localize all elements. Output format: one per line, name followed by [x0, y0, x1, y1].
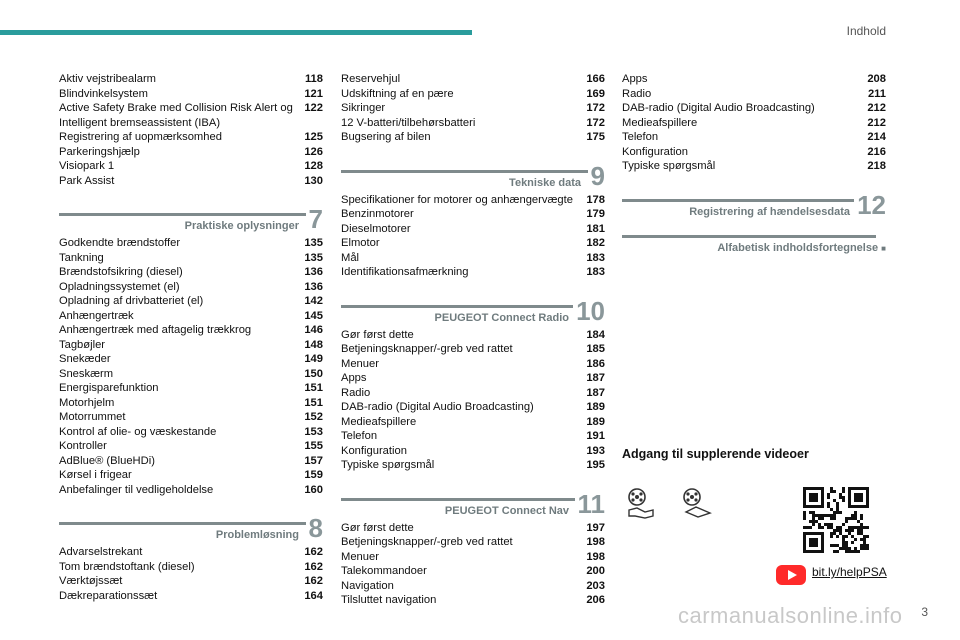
toc-entry[interactable] [341, 207, 605, 222]
toc-entry-title: Park Assist [59, 174, 115, 187]
toc-entry-page: 184 [586, 328, 605, 341]
toc-entry[interactable] [59, 468, 323, 483]
toc-entry-title: Tilsluttet navigation [341, 594, 437, 606]
toc-entry-title: Konfiguration [622, 145, 688, 158]
toc-entry-page: 186 [586, 357, 605, 370]
toc-entry-page: 145 [304, 309, 323, 322]
toc-entry-page: 159 [304, 469, 323, 481]
toc-entry-title: Reservehjul [341, 73, 401, 85]
section-label[interactable]: Problemløsning [215, 529, 299, 541]
toc-entry[interactable] [622, 116, 886, 131]
toc-entry-page: 136 [304, 280, 323, 293]
toc-entry-title: Gør først dette [341, 521, 414, 534]
toc-entry-page: 150 [304, 367, 323, 380]
toc-entry-title: Opladning af drivbatteriet (el) [59, 295, 204, 307]
toc-entry[interactable] [341, 193, 605, 208]
toc-entry[interactable] [341, 222, 605, 237]
toc-entry[interactable] [341, 521, 605, 536]
toc-list [622, 72, 886, 174]
toc-entry-page: 183 [586, 266, 605, 278]
toc-entry-page: 162 [304, 575, 323, 587]
toc-entry[interactable] [622, 130, 886, 145]
toc-entry-page: 160 [304, 483, 323, 496]
toc-entry[interactable] [341, 444, 605, 459]
toc-entry-title: Visiopark 1 [59, 160, 115, 172]
toc-entry-page: 189 [586, 401, 605, 413]
toc-entry[interactable] [622, 101, 886, 116]
toc-column-1 [59, 72, 323, 603]
toc-entry[interactable] [59, 251, 323, 266]
section-label[interactable]: PEUGEOT Connect Radio [434, 311, 569, 324]
toc-entry-page: 175 [586, 131, 605, 143]
toc-list [59, 545, 323, 603]
toc-entry-title: Registrering af uopmærksomhed [59, 131, 222, 143]
toc-entry-title: Specifikationer for motorer og anhængervægte [341, 193, 573, 206]
toc-entry-title: DAB-radio (Digital Audio Broadcasting) [622, 102, 815, 114]
toc-list [59, 236, 323, 497]
toc-entry-page: 155 [304, 440, 323, 452]
toc-entry-title: Betjeningsknapper/-greb ved rattet [341, 536, 513, 548]
toc-entry-title: Identifikationsafmærkning [341, 266, 469, 278]
toc-entry-title: Mål [341, 251, 360, 264]
toc-entry[interactable] [59, 367, 323, 382]
toc-entry-title: Snekæder [59, 353, 111, 365]
toc-entry[interactable] [341, 357, 605, 372]
header-accent-bar [0, 30, 472, 35]
toc-entry-title: Apps [341, 372, 367, 384]
videos-title: Adgang til supplerende videoer [622, 447, 809, 461]
toc-entry-page: 128 [304, 160, 323, 172]
toc-entry-title: Kontrol af olie- og væskestande [59, 425, 217, 438]
toc-entry-page: 125 [304, 131, 323, 143]
section-rule [341, 498, 575, 501]
index-bullet: ■ [881, 243, 886, 253]
toc-entry-page: 178 [586, 193, 605, 206]
toc-entry[interactable] [59, 396, 323, 411]
toc-entry-page: 172 [586, 116, 605, 129]
toc-entry-title: Betjeningsknapper/-greb ved rattet [341, 343, 513, 355]
toc-entry-title: AdBlue® (BlueHDi) [59, 454, 155, 467]
toc-entry-title: Aktiv vejstribealarm [59, 73, 156, 85]
toc-entry[interactable] [59, 265, 323, 280]
toc-entry-title: Anhængertræk med aftagelig trækkrog [59, 324, 252, 336]
toc-entry-title: Anbefalinger til vedligeholdelse [59, 483, 214, 496]
toc-entry[interactable] [341, 564, 605, 579]
header-title: Indhold [846, 24, 886, 38]
toc-entry[interactable] [59, 159, 323, 174]
toc-entry-title: Anhængertræk [59, 309, 134, 322]
toc-entry-page: 136 [304, 266, 323, 278]
toc-entry[interactable] [341, 550, 605, 565]
index-label: Alfabetisk indholdsfortegnelse [717, 241, 879, 254]
toc-entry[interactable] [59, 101, 323, 130]
toc-entry[interactable] [59, 72, 323, 87]
toc-entry-title: Apps [622, 73, 648, 85]
toc-entry-title: Radio [622, 87, 652, 100]
toc-entry-page: 187 [586, 372, 605, 384]
toc-column-3 [622, 72, 886, 258]
toc-entry-page: 130 [304, 174, 323, 187]
toc-entry[interactable] [59, 574, 323, 589]
section-rule [622, 235, 876, 238]
watermark: carmanualsonline.info [678, 603, 903, 628]
toc-entry-page: 218 [867, 160, 886, 172]
toc-entry[interactable] [341, 328, 605, 343]
toc-entry[interactable] [59, 425, 323, 440]
toc-entry[interactable] [59, 483, 323, 498]
toc-entry-title: Kørsel i frigear [59, 469, 132, 481]
video-reel-car-icon[interactable] [680, 486, 714, 520]
toc-entry[interactable] [622, 87, 886, 102]
section-rule [622, 199, 856, 202]
toc-list [341, 328, 605, 473]
toc-entry-page: 166 [586, 73, 605, 85]
toc-entry-title: Tom brændstoftank (diesel) [59, 560, 195, 573]
toc-entry[interactable] [341, 371, 605, 386]
toc-entry-title: Menuer [341, 357, 379, 370]
toc-entry-page: 162 [304, 560, 323, 573]
toc-entry[interactable] [341, 415, 605, 430]
video-reel-hand-icon[interactable] [625, 486, 659, 520]
toc-entry[interactable] [59, 589, 323, 604]
toc-entry-title: Brændstofsikring (diesel) [59, 266, 183, 278]
section-rule [341, 305, 575, 308]
toc-entry-page: 157 [304, 454, 323, 467]
toc-entry-title: Motorrummet [59, 411, 126, 423]
section-header-10 [341, 295, 605, 328]
toc-entry[interactable] [59, 338, 323, 353]
section-header-index [622, 228, 886, 258]
toc-entry-page: 179 [586, 208, 605, 220]
toc-entry-title: Motorhjelm [59, 396, 115, 409]
toc-entry-page: 198 [586, 550, 605, 563]
section-label[interactable]: Tekniske data [509, 176, 581, 189]
toc-entry-page: 206 [586, 594, 605, 606]
toc-entry-page: 197 [586, 521, 605, 534]
toc-entry-title: Dieselmotorer [341, 222, 411, 235]
toc-entry-title: Gør først dette [341, 328, 414, 341]
index-link[interactable] [717, 242, 886, 254]
toc-entry-page: 142 [304, 295, 323, 307]
toc-entry-title: Tagbøjler [59, 338, 106, 351]
toc-entry-page: 191 [586, 430, 605, 442]
section-label[interactable]: Praktiske oplysninger [184, 220, 299, 232]
toc-entry[interactable] [341, 593, 605, 608]
section-rule [59, 213, 307, 216]
toc-entry-title: 12 V-batteri/tilbehørsbatteri [341, 116, 476, 129]
toc-entry-page: 198 [586, 536, 605, 548]
toc-entry[interactable] [341, 535, 605, 550]
toc-entry-page: 183 [586, 251, 605, 264]
section-header-9 [341, 160, 605, 193]
toc-entry-page: 214 [867, 131, 886, 143]
toc-entry-title: Typiske spørgsmål [622, 160, 716, 172]
toc-entry-title: Telefon [341, 430, 378, 442]
section-header-7 [59, 206, 323, 236]
toc-entry-page: 216 [867, 145, 886, 158]
video-link[interactable]: bit.ly/helpPSA [812, 565, 887, 579]
toc-entry-title: Talekommandoer [341, 565, 427, 577]
toc-entry-page: 212 [867, 102, 886, 114]
toc-entry[interactable] [341, 265, 605, 280]
toc-entry[interactable] [341, 130, 605, 145]
section-label[interactable]: Registrering af hændelsesdata [689, 205, 850, 218]
section-number: 12 [854, 192, 886, 218]
toc-entry[interactable] [59, 130, 323, 145]
qr-code[interactable] [803, 487, 869, 553]
toc-entry-title: Radio [341, 386, 371, 399]
toc-entry[interactable] [59, 352, 323, 367]
toc-list [341, 72, 605, 145]
toc-entry[interactable] [59, 309, 323, 324]
toc-entry[interactable] [59, 410, 323, 425]
toc-entry[interactable] [341, 579, 605, 594]
section-header-11 [341, 488, 605, 521]
toc-entry-page: 172 [586, 102, 605, 114]
toc-entry-page: 162 [304, 546, 323, 558]
toc-entry[interactable] [59, 454, 323, 469]
toc-entry-page: 187 [586, 386, 605, 399]
toc-entry-title: DAB-radio (Digital Audio Broadcasting) [341, 401, 534, 413]
toc-entry-title: Bugsering af bilen [341, 131, 431, 143]
toc-entry-title: Parkeringshjælp [59, 145, 140, 158]
toc-entry[interactable] [59, 236, 323, 251]
toc-entry-title: Sneskærm [59, 367, 114, 380]
toc-entry-page: 135 [304, 251, 323, 264]
toc-entry-page: 193 [586, 444, 605, 457]
toc-entry[interactable] [341, 236, 605, 251]
toc-entry-title: Sikringer [341, 102, 386, 114]
toc-entry[interactable] [341, 72, 605, 87]
toc-entry-title: Benzinmotorer [341, 208, 414, 220]
toc-list [341, 521, 605, 608]
toc-entry[interactable] [341, 116, 605, 131]
toc-entry[interactable] [341, 101, 605, 116]
toc-entry[interactable] [59, 294, 323, 309]
toc-entry[interactable] [341, 342, 605, 357]
section-number: 7 [306, 206, 323, 232]
toc-entry-title: Tankning [59, 251, 104, 264]
toc-entry-title: Telefon [622, 131, 659, 143]
section-number: 11 [575, 491, 606, 517]
toc-entry-page: 208 [867, 73, 886, 85]
section-header-8 [59, 515, 323, 545]
toc-entry-page: 153 [304, 425, 323, 438]
toc-column-2 [341, 72, 605, 608]
toc-entry[interactable] [59, 174, 323, 189]
youtube-icon[interactable] [776, 565, 806, 585]
toc-entry[interactable] [59, 87, 323, 102]
page-number: 3 [921, 605, 928, 619]
section-label[interactable]: PEUGEOT Connect Nav [444, 504, 569, 517]
toc-entry-page: 118 [304, 73, 323, 85]
toc-entry-page: 146 [304, 324, 323, 336]
toc-entry-page: 121 [304, 87, 323, 100]
toc-entry-page: 212 [867, 116, 886, 129]
toc-entry-title: Typiske spørgsmål [341, 459, 435, 471]
toc-entry-page: 152 [304, 411, 323, 423]
toc-entry-page: 200 [586, 565, 605, 577]
toc-entry[interactable] [59, 381, 323, 396]
toc-entry[interactable] [59, 560, 323, 575]
toc-entry-title: Medieafspillere [341, 415, 417, 428]
toc-entry-page: 169 [586, 87, 605, 100]
section-header-12 [622, 189, 886, 222]
toc-entry[interactable] [622, 159, 886, 174]
toc-entry-page: 185 [586, 343, 605, 355]
toc-entry-page: 148 [304, 338, 323, 351]
toc-entry-title: Opladningssystemet (el) [59, 280, 180, 293]
toc-entry-title: Værktøjssæt [59, 575, 123, 587]
toc-entry-title: Navigation [341, 579, 394, 592]
toc-entry[interactable] [59, 439, 323, 454]
toc-entry[interactable] [622, 145, 886, 160]
toc-entry-title: Konfiguration [341, 444, 407, 457]
toc-entry-title: Udskiftning af en pære [341, 87, 454, 100]
toc-entry-page: 211 [867, 87, 886, 100]
toc-entry-page: 135 [304, 237, 323, 249]
section-rule [341, 170, 589, 173]
toc-entry-title: Advarselstrekant [59, 546, 143, 558]
toc-entry-title: Energisparefunktion [59, 382, 159, 394]
toc-entry-page: 195 [586, 459, 605, 471]
toc-entry-title: Active Safety Brake med Collision Risk Alert og Intelligent bremseassistent (IBA) [59, 102, 293, 129]
toc-entry[interactable] [59, 145, 323, 160]
toc-entry-title: Elmotor [341, 237, 380, 249]
toc-entry-page: 151 [304, 382, 323, 394]
toc-entry[interactable] [59, 545, 323, 560]
toc-entry-page: 189 [586, 415, 605, 428]
toc-entry[interactable] [341, 400, 605, 415]
toc-list [59, 72, 323, 188]
toc-entry-title: Blindvinkelsystem [59, 87, 148, 100]
toc-entry[interactable] [59, 323, 323, 338]
section-number: 10 [573, 298, 605, 324]
toc-entry-title: Medieafspillere [622, 116, 698, 129]
section-number: 9 [588, 163, 605, 189]
toc-entry-page: 181 [586, 222, 605, 235]
toc-entry[interactable] [341, 251, 605, 266]
toc-entry[interactable] [341, 386, 605, 401]
toc-entry[interactable] [341, 458, 605, 473]
toc-entry-page: 203 [586, 579, 605, 592]
toc-entry-page: 151 [304, 396, 323, 409]
section-rule [59, 522, 307, 525]
toc-entry-page: 126 [304, 145, 323, 158]
toc-entry[interactable] [341, 87, 605, 102]
toc-entry[interactable] [341, 429, 605, 444]
toc-entry-page: 122 [304, 102, 323, 114]
toc-entry[interactable] [622, 72, 886, 87]
toc-list [341, 193, 605, 280]
toc-entry-title: Godkendte brændstoffer [59, 237, 181, 249]
toc-entry-page: 182 [586, 237, 605, 249]
toc-entry-page: 149 [304, 353, 323, 365]
toc-entry-page: 164 [304, 589, 323, 602]
toc-entry-title: Dækreparationssæt [59, 589, 158, 602]
toc-entry[interactable] [59, 280, 323, 295]
toc-entry-title: Kontroller [59, 440, 107, 452]
toc-entry-title: Menuer [341, 550, 379, 563]
section-number: 8 [306, 515, 323, 541]
